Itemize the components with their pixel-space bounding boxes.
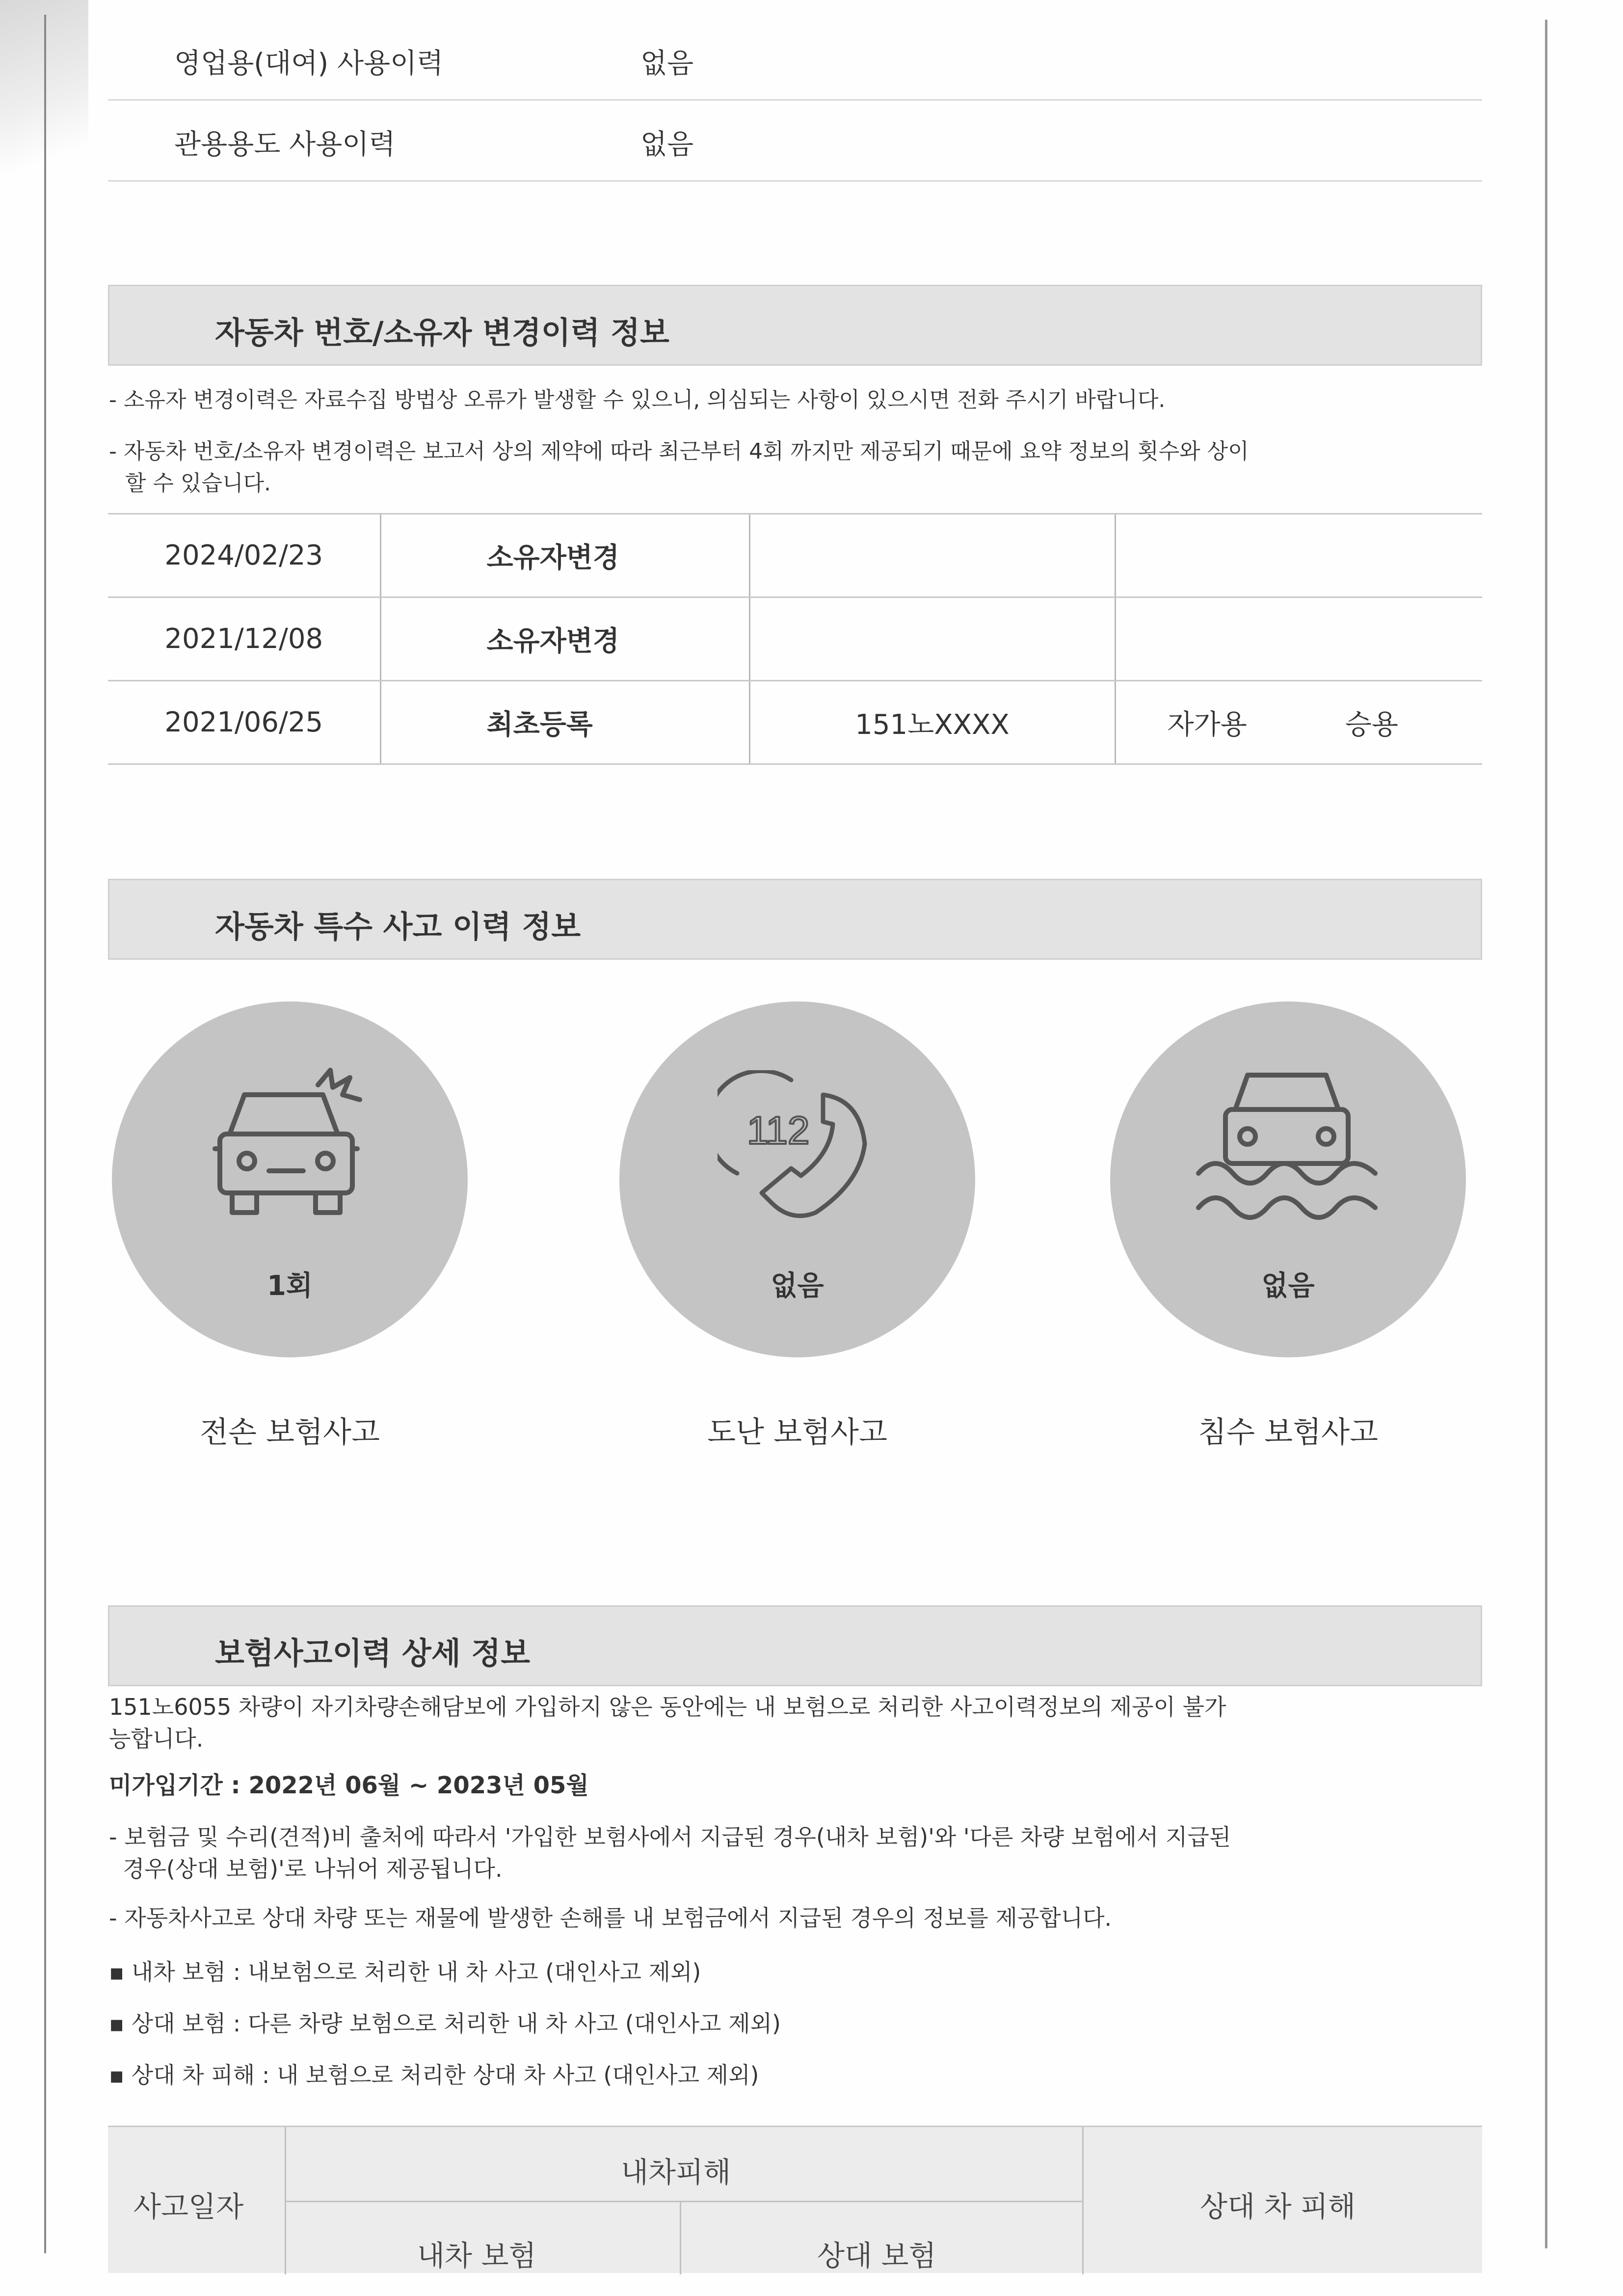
- history-use: [1115, 514, 1482, 597]
- history-number: [749, 597, 1115, 681]
- phone-112-number: 112: [747, 1108, 810, 1152]
- theft-count: 없음: [771, 1270, 824, 1302]
- rental-usage-value: 없음: [640, 48, 694, 80]
- insurance-note1-line2: 경우(상대 보험)'로 나뉘어 제공됩니다.: [123, 1856, 503, 1882]
- col-my-damage: 내차피해: [621, 2156, 731, 2189]
- total-loss-label: 전손 보험사고: [200, 1415, 380, 1450]
- col-my-insurance: 내차 보험: [417, 2239, 536, 2272]
- history-date: 2021/12/08: [108, 597, 380, 681]
- history-number: [749, 514, 1115, 597]
- rental-usage-row: [108, 22, 1482, 101]
- total-loss-count: 1회: [266, 1270, 313, 1302]
- bullet-other-car-damage: ▪ 상대 차 피해 : 내 보험으로 처리한 상대 차 사고 (대인사고 제외): [109, 2062, 759, 2088]
- left-border-line: [44, 15, 46, 2253]
- insurance-history-title: 보험사고이력 상세 정보: [215, 1635, 531, 1671]
- col-other-insurance: 상대 보험: [817, 2239, 936, 2272]
- history-use: [1115, 597, 1482, 681]
- special-accident-header: [108, 879, 1482, 960]
- total-loss-circle: [112, 1001, 468, 1357]
- owner-note-2: - 자동차 번호/소유자 변경이력은 보고서 상의 제약에 따라 최근부터 4회 까지만 제공되기 때문에 요약 정보의 횟수와 상이: [109, 439, 1249, 464]
- owner-note-1: - 소유자 변경이력은 자료수집 방법상 오류가 발생할 수 있으니, 의심되는 사항이 있으시면 전화 주시기 바랍니다.: [109, 387, 1166, 412]
- accident-table-header: [108, 2126, 1482, 2273]
- uninsured-period: 미가입기간 : 2022년 06월 ~ 2023년 05월: [109, 1772, 589, 1799]
- history-number: 151노XXXX: [749, 681, 1115, 764]
- flood-label: 침수 보험사고: [1198, 1415, 1378, 1450]
- insurance-note2: - 자동차사고로 상대 차량 또는 재물에 발생한 손해를 내 보험금에서 지급된 경우의 정보를 제공합니다.: [109, 1905, 1112, 1931]
- history-use: [1115, 681, 1482, 764]
- history-date: 2021/06/25: [108, 681, 380, 764]
- insurance-intro-line1: 151노6055 차량이 자기차량손해담보에 가입하지 않은 동안에는 내 보험으로 처리한 사고이력정보의 제공이 불가: [109, 1694, 1226, 1720]
- flood-circle: [1110, 1001, 1466, 1357]
- flood-count: 없음: [1261, 1270, 1315, 1302]
- phone-112-icon: [718, 1070, 884, 1227]
- table-row: [108, 597, 1482, 681]
- government-usage-label: 관용용도 사용이력: [174, 129, 396, 161]
- bullet-other-insurance: ▪ 상대 보험 : 다른 차량 보험으로 처리한 내 차 사고 (대인사고 제외): [109, 2010, 781, 2037]
- col-other-car-damage: 상대 차 피해: [1200, 2190, 1356, 2223]
- insurance-note1-line1: - 보험금 및 수리(견적)비 출처에 따라서 '가입한 보험사에서 지급된 경우(내차 보험)'와 '다른 차량 보험에서 지급된: [109, 1824, 1231, 1850]
- owner-note-3: 할 수 있습니다.: [125, 471, 271, 496]
- table-row: [108, 681, 1482, 764]
- history-type: 최초등록: [380, 681, 749, 764]
- owner-history-table: [108, 513, 1482, 765]
- owner-history-title: 자동차 번호/소유자 변경이력 정보: [215, 315, 669, 351]
- right-border-line: [1545, 20, 1547, 2248]
- history-type: 소유자변경: [380, 514, 749, 597]
- insurance-intro-line2: 능합니다.: [109, 1726, 204, 1752]
- bullet-my-insurance: ▪ 내차 보험 : 내보험으로 처리한 내 차 사고 (대인사고 제외): [109, 1959, 701, 1985]
- history-car-kind: 승용: [1345, 708, 1398, 741]
- table-row: [108, 514, 1482, 597]
- history-type: 소유자변경: [380, 597, 749, 681]
- owner-history-header: [108, 285, 1482, 366]
- history-date: 2024/02/23: [108, 514, 380, 597]
- special-accident-title: 자동차 특수 사고 이력 정보: [215, 909, 581, 945]
- flooded-car-icon: [1191, 1065, 1383, 1227]
- government-usage-value: 없음: [640, 129, 694, 161]
- theft-label: 도난 보험사고: [707, 1415, 887, 1450]
- insurance-history-header: [108, 1605, 1482, 1686]
- government-usage-row: [108, 103, 1482, 182]
- col-accident-date: 사고일자: [133, 2190, 244, 2223]
- theft-circle: [619, 1001, 975, 1357]
- history-use-type: 자가용: [1167, 708, 1247, 741]
- crashed-car-icon: [210, 1065, 367, 1227]
- rental-usage-label: 영업용(대여) 사용이력: [174, 48, 444, 80]
